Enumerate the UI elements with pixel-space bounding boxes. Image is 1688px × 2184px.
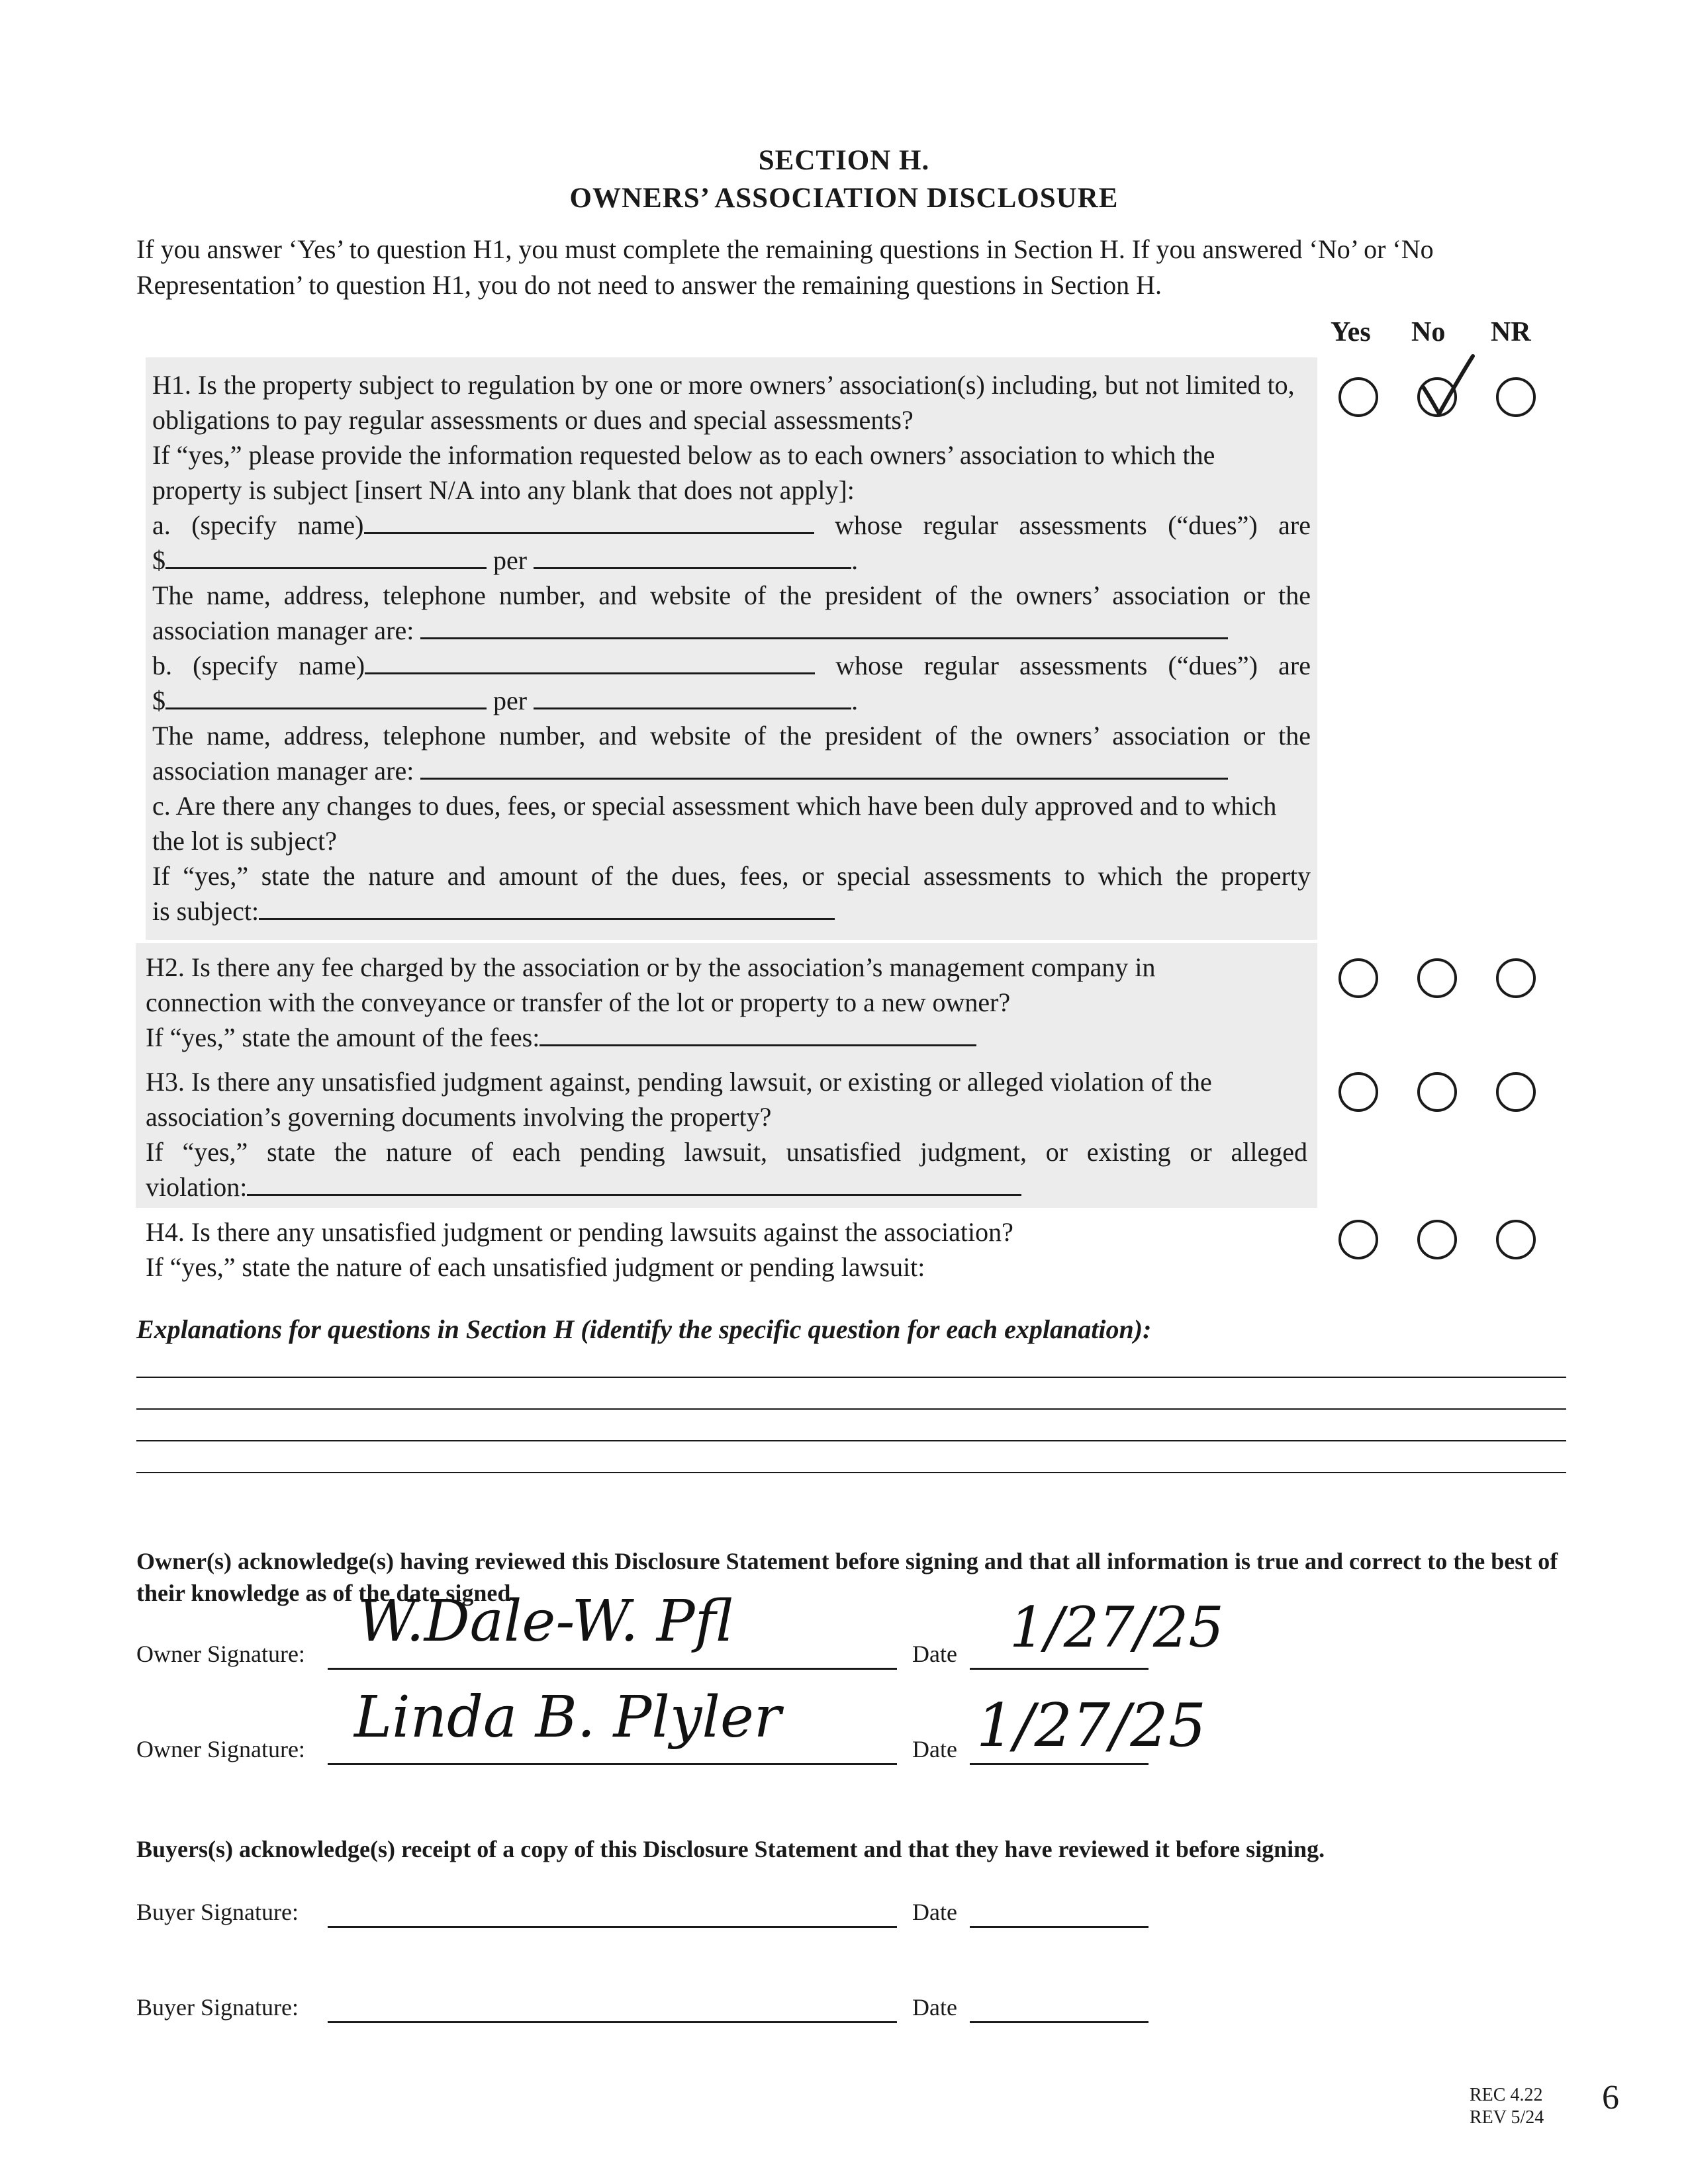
buyer-date-2-line[interactable]: [970, 2021, 1149, 2023]
explanation-line[interactable]: [136, 1377, 1566, 1378]
h1-a-period-field[interactable]: [534, 545, 851, 569]
owner-signature-2-line[interactable]: [328, 1763, 897, 1765]
h1-b-dues-line: [152, 683, 1311, 718]
h1-b-manager-line: [152, 753, 1311, 788]
h1-b-manager-field[interactable]: [420, 755, 1228, 780]
col-header-nr: NR: [1491, 317, 1531, 347]
h1-a-period-mark: .: [851, 545, 859, 575]
h3-violation-field[interactable]: [247, 1171, 1021, 1196]
buyer-date-label: Date: [912, 1994, 957, 2021]
h1-a-whose-text: whose regular assessments (“dues”) are: [834, 510, 1311, 540]
explanations-heading: Explanations for questions in Section H (identify the specific question for each explanation):: [136, 1314, 1152, 1344]
h1-b-per: per: [493, 686, 528, 715]
h1-b-dollar: $: [152, 686, 165, 715]
h2-fees-label: If “yes,” state the amount of the fees:: [146, 1023, 540, 1052]
buyer-date-label: Date: [912, 1899, 957, 1925]
h3-no-radio[interactable]: [1417, 1072, 1457, 1112]
owner-date-2: 1/27/25: [976, 1691, 1206, 1760]
h1-c-question-text: c. Are there any changes to dues, fees, or special assessment which have been duly approved and to which the lot is subject?: [152, 791, 1277, 856]
buyer-signature-1-line[interactable]: [328, 1926, 897, 1928]
explanation-line[interactable]: [136, 1408, 1566, 1410]
h1-a-per: per: [493, 545, 528, 575]
col-header-yes: Yes: [1331, 317, 1371, 347]
h4-nr-radio[interactable]: [1496, 1220, 1536, 1259]
h1-a-dues-line: [152, 543, 1311, 578]
buyer-date-1-line[interactable]: [970, 1926, 1149, 1928]
h1-no-checkmark-icon: [1410, 351, 1483, 424]
h1-a-label: a. (specify name): [152, 510, 364, 540]
owner-signature-label: Owner Signature:: [136, 1641, 305, 1667]
h1-question-text: H1. Is the property subject to regulation by one or more owners’ association(s) including, but not limited to, obligations to pay regular assessments or dues and special assessments?: [152, 370, 1295, 435]
h1-c-subject-line: [152, 893, 1311, 929]
owner-signature-2: Linda B. Plyler: [354, 1684, 781, 1751]
form-number: REC 4.22: [1470, 2085, 1543, 2105]
h1-yes-radio[interactable]: [1338, 377, 1378, 417]
h3-instruction-text: If “yes,” state the nature of each pending lawsuit, unsatisfied judgment, or existing or alleged: [146, 1137, 1307, 1167]
h1-b-label: b. (specify name): [152, 651, 365, 680]
page-number: 6: [1602, 2079, 1619, 2116]
owner-date-2-line[interactable]: [970, 1763, 1149, 1765]
h1-a-line: [152, 508, 1311, 543]
explanation-line[interactable]: [136, 1440, 1566, 1441]
h1-nr-radio[interactable]: [1496, 377, 1536, 417]
owner-signature-1-line[interactable]: [328, 1668, 897, 1670]
h3-violation-line: [146, 1169, 1307, 1205]
h3-nr-radio[interactable]: [1496, 1072, 1536, 1112]
h1-b-line: [152, 648, 1311, 683]
h1-b-whose-text: whose regular assessments (“dues”) are: [835, 651, 1311, 680]
owner-date-1: 1/27/25: [1009, 1595, 1224, 1660]
h1-c-instruction-text: If “yes,” state the nature and amount of the dues, fees, or special assessments to which the property: [152, 861, 1311, 891]
h4-no-radio[interactable]: [1417, 1220, 1457, 1259]
h2-fees-field[interactable]: [539, 1022, 976, 1046]
question-h2: [146, 950, 1271, 1055]
h1-a-amount-field[interactable]: [165, 545, 487, 569]
h1-b-manager-label: association manager are:: [152, 756, 414, 786]
h2-question-text: H2. Is there any fee charged by the association or by the association’s management company in connection with the conveyance or transfer of the lot or property to a new owner?: [146, 952, 1156, 1017]
h1-a-dollar: $: [152, 545, 165, 575]
form-revision: REV 5/24: [1470, 2107, 1544, 2128]
h1-b-president-text: The name, address, telephone number, and website of the president of the owners’ association or the: [152, 721, 1311, 751]
buyer-acknowledgment: Buyers(s) acknowledge(s) receipt of a copy of this Disclosure Statement and that they have reviewed it before signing.: [136, 1836, 1325, 1862]
h4-question-text: H4. Is there any unsatisfied judgment or pending lawsuits against the association?: [146, 1217, 1013, 1247]
h1-c-subject-label: is subject:: [152, 896, 259, 926]
h1-b-amount-field[interactable]: [165, 685, 487, 709]
buyer-signature-label: Buyer Signature:: [136, 1899, 299, 1925]
h2-yes-radio[interactable]: [1338, 958, 1378, 998]
h3-question-text: H3. Is there any unsatisfied judgment against, pending lawsuit, or existing or alleged violation of the association’s governing documents involving the property?: [146, 1067, 1212, 1132]
col-header-no: No: [1411, 317, 1446, 347]
section-title: SECTION H.: [758, 145, 930, 176]
question-h4: [146, 1214, 1304, 1285]
owner-signature-1: W.Dale-W. Pfl: [357, 1588, 733, 1655]
h2-fees-line: [146, 1020, 1271, 1055]
h1-a-manager-field[interactable]: [420, 615, 1228, 639]
buyer-signature-label: Buyer Signature:: [136, 1994, 299, 2021]
h3-violation-label: violation:: [146, 1172, 248, 1202]
owner-signature-label: Owner Signature:: [136, 1736, 305, 1762]
h1-a-name-field[interactable]: [364, 510, 814, 534]
h1-a-manager-label: association manager are:: [152, 615, 414, 645]
explanation-line[interactable]: [136, 1472, 1566, 1473]
question-h1: [152, 367, 1311, 929]
h4-instruction-text: If “yes,” state the nature of each unsatisfied judgment or pending lawsuit:: [146, 1252, 925, 1282]
h3-yes-radio[interactable]: [1338, 1072, 1378, 1112]
owner-acknowledgment: Owner(s) acknowledge(s) having reviewed this Disclosure Statement before signing and that all information is true and correct to the best of their knowledge as of the date signed.: [136, 1548, 1558, 1606]
h1-instruction-text: If “yes,” please provide the information requested below as to each owners’ association to which the property is subject [insert N/A into any blank that does not apply]:: [152, 440, 1215, 505]
h1-b-period-field[interactable]: [534, 685, 851, 709]
buyer-signature-2-line[interactable]: [328, 2021, 897, 2023]
h1-b-period-mark: .: [851, 686, 859, 715]
h1-b-name-field[interactable]: [365, 650, 815, 674]
h1-c-subject-field[interactable]: [259, 895, 835, 920]
h4-yes-radio[interactable]: [1338, 1220, 1378, 1259]
section-subtitle: OWNERS’ ASSOCIATION DISCLOSURE: [569, 183, 1119, 214]
question-h3: [146, 1064, 1307, 1205]
h1-a-president-text: The name, address, telephone number, and website of the president of the owners’ association or the: [152, 580, 1311, 610]
h2-no-radio[interactable]: [1417, 958, 1457, 998]
owner-date-label: Date: [912, 1736, 957, 1762]
h1-a-manager-line: [152, 613, 1311, 648]
owner-date-label: Date: [912, 1641, 957, 1667]
intro-text: If you answer ‘Yes’ to question H1, you must complete the remaining questions in Section H. If you answered ‘No’ or ‘No Representation’ to question H1, you do not need to answer the remaining questions in Section H.: [136, 234, 1434, 300]
owner-date-1-line[interactable]: [970, 1668, 1149, 1670]
h2-nr-radio[interactable]: [1496, 958, 1536, 998]
